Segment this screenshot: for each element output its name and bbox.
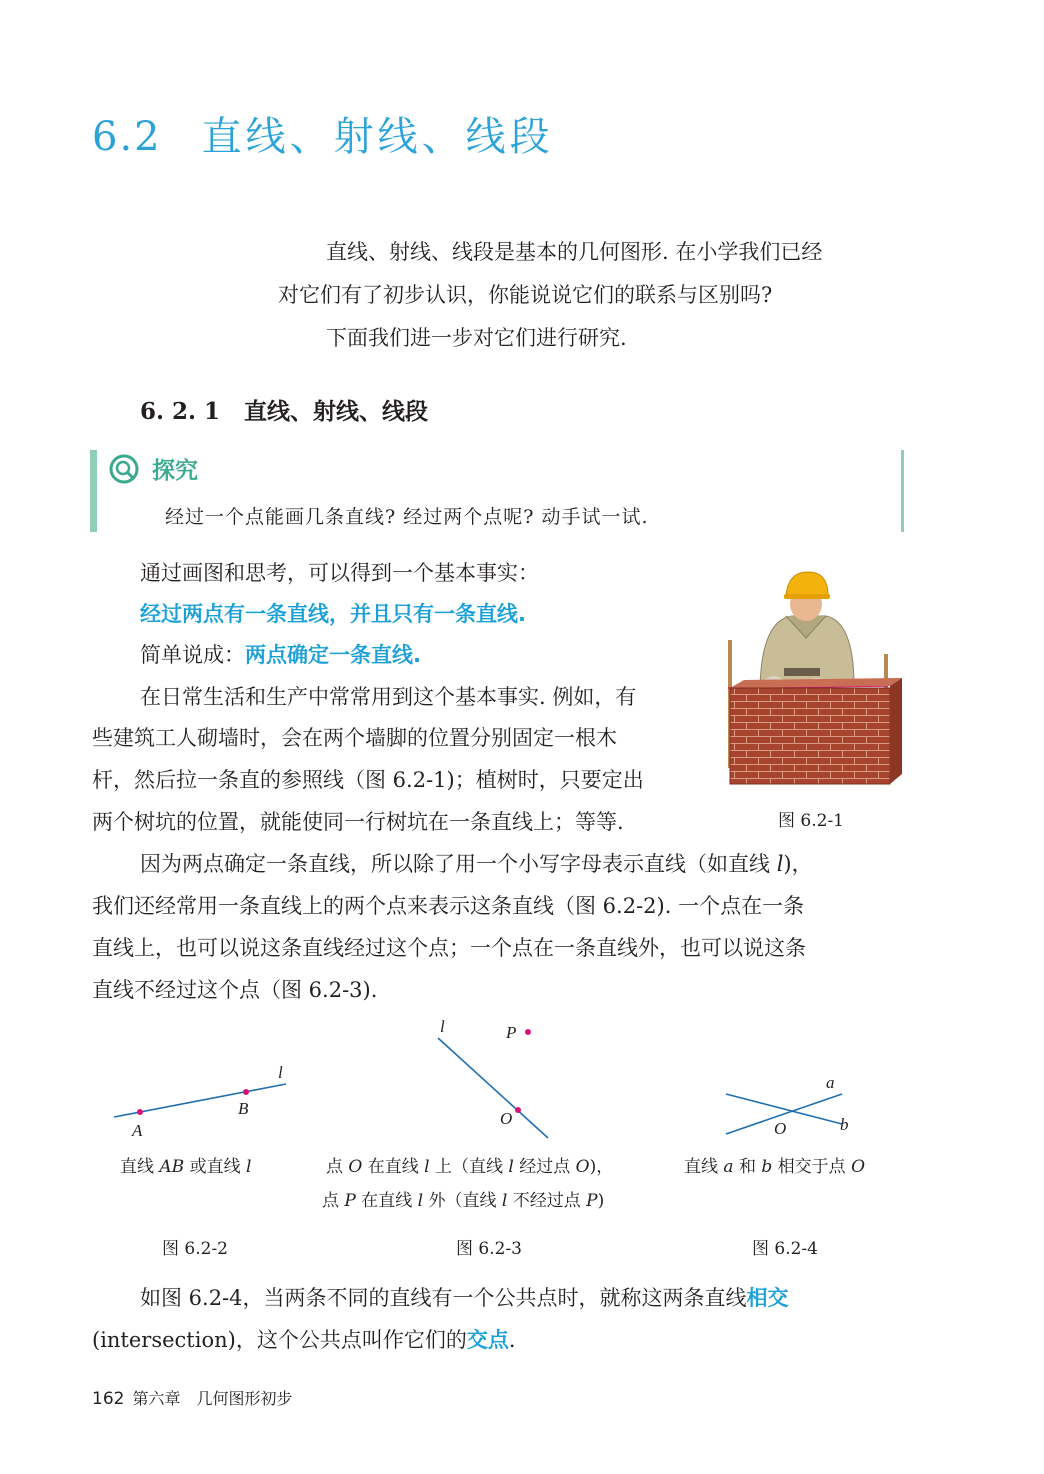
figure-6-2-2-diagram [110, 1060, 300, 1140]
paragraph3-line-1 [140, 848, 813, 878]
point-o-label: O [500, 1109, 513, 1128]
fact-lead: 通过画图和思考，可以得到一个基本事实： [140, 561, 539, 585]
figure-6-2-3-diagram [430, 1012, 570, 1144]
caption-text: 相交于点 [772, 1157, 852, 1177]
figure-6-2-2-caption [120, 1152, 251, 1177]
caption-var: P [344, 1191, 356, 1211]
paragraph2-line-4: 两个树坑的位置，就能使同一行树坑在一条直线上；等等. [92, 810, 624, 834]
paragraph4-line-2 [92, 1324, 516, 1354]
point-b-dot [243, 1089, 249, 1095]
caption-text: 在直线 [355, 1191, 418, 1211]
section-title [92, 105, 554, 162]
figure-6-2-4-caption [684, 1152, 865, 1177]
paragraph3-line-1-text: 因为两点确定一条直线，所以除了用一个小写字母表示直线（如直线 [140, 852, 777, 876]
figure-6-2-4-label: 图 6.2-4 [752, 1239, 818, 1259]
intro-line-2: 对它们有了初步认识，你能说说它们的联系与区别吗? [278, 283, 773, 307]
paragraph3-line-2: 我们还经常用一条直线上的两个点来表示这条直线（图 6.2-2). 一个点在一条 [92, 894, 805, 918]
paragraph4-line-2-text: (intersection)，这个公共点叫作它们的 [92, 1328, 467, 1352]
point-a-dot [137, 1109, 143, 1115]
caption-var: l [501, 1191, 508, 1211]
paragraph3-line-4: 直线不经过这个点（图 6.2-3). [92, 978, 378, 1002]
caption-text: 在直线 [362, 1157, 425, 1177]
caption-text: 点 [326, 1157, 349, 1177]
figure-6-2-3-label: 图 6.2-3 [456, 1239, 522, 1259]
caption-var: l [508, 1157, 514, 1177]
caption-var: O [851, 1157, 865, 1177]
caption-text: 直线 [120, 1157, 160, 1177]
paragraph2-line-3: 杆，然后拉一条直的参照线（图 6.2-1)；植树时，只要定出 [92, 768, 644, 792]
caption-text: 不经过点 [507, 1191, 587, 1211]
line-a-label: a [826, 1073, 835, 1092]
point-b-label: B [238, 1099, 249, 1118]
term-intersection-point: 交点 [466, 1328, 509, 1352]
figure-6-2-3-caption-2 [322, 1186, 604, 1211]
caption-var: b [761, 1157, 773, 1177]
point-p-dot [525, 1029, 531, 1035]
point-p-label: P [506, 1023, 517, 1042]
paragraph2-line-2: 些建筑工人砌墙时，会在两个墙脚的位置分别固定一根木 [92, 726, 617, 750]
section-number: 6.2 [92, 114, 162, 160]
caption-text: 和 [733, 1157, 762, 1177]
chapter-name: 第六章 几何图形初步 [132, 1389, 293, 1408]
simple-fact-prefix: 简单说成： [140, 643, 245, 667]
caption-var: l [246, 1157, 252, 1177]
figure-6-2-2-label: 图 6.2-2 [162, 1239, 228, 1259]
point-o-label: O [774, 1119, 787, 1138]
explore-text: 经过一个点能画几条直线? 经过两个点呢? 动手试一试. [165, 506, 649, 528]
figure-6-2-3-caption-1 [326, 1152, 613, 1177]
simple-fact-line [140, 639, 421, 669]
caption-text: 上（直线 [429, 1157, 509, 1177]
figure-6-2-4-diagram [716, 1068, 866, 1142]
caption-text: 直线 [684, 1157, 724, 1177]
caption-var: AB [159, 1157, 185, 1177]
caption-text: ) [597, 1191, 605, 1211]
page-footer [92, 1386, 292, 1409]
line-b-label: b [840, 1115, 849, 1134]
caption-text: 或直线 [184, 1157, 246, 1177]
term-intersect: 相交 [746, 1286, 789, 1310]
line-l [438, 1038, 548, 1138]
section-title-text: 直线、射线、线段 [201, 114, 554, 160]
basic-fact: 经过两点有一条直线，并且只有一条直线. [140, 602, 526, 626]
page-number: 162 [92, 1389, 125, 1409]
intro-line-3: 下面我们进一步对它们进行研究. [326, 326, 627, 350]
paragraph3-line-1-end: )， [783, 852, 813, 876]
line-l-label: l [440, 1017, 445, 1036]
caption-text: 点 [322, 1191, 345, 1211]
caption-text: 外（直线 [423, 1191, 502, 1211]
point-o-dot [515, 1107, 521, 1113]
explore-label: 探究 [152, 458, 198, 484]
subsection-number: 6. 2. 1 [140, 398, 221, 425]
caption-text: 经过点 [513, 1157, 576, 1177]
figure-6-2-1-label: 图 6.2-1 [778, 811, 844, 831]
line-l-label: l [278, 1063, 283, 1082]
line-variable-l: l [776, 852, 784, 876]
caption-var: a [723, 1157, 734, 1177]
caption-text: )， [589, 1157, 614, 1177]
paragraph4-line-2-end: . [508, 1328, 516, 1352]
subsection-title-text: 直线、射线、线段 [244, 399, 429, 425]
magnifier-icon [108, 453, 140, 485]
caption-var: l [424, 1157, 430, 1177]
intro-line-1: 直线、射线、线段是基本的几何图形. 在小学我们已经 [326, 240, 823, 264]
caption-var: l [417, 1191, 424, 1211]
paragraph4-line-1-text: 如图 6.2-4，当两条不同的直线有一个公共点时，就称这两条直线 [140, 1286, 747, 1310]
worker-wall-illustration [722, 568, 908, 790]
caption-var: O [575, 1157, 590, 1177]
paragraph2-line-1: 在日常生活和生产中常常用到这个基本事实. 例如，有 [140, 685, 637, 709]
caption-var: P [586, 1191, 598, 1211]
caption-var: O [348, 1157, 363, 1177]
subsection-title [140, 393, 428, 426]
paragraph4-line-1 [140, 1282, 789, 1312]
point-a-label: A [132, 1121, 143, 1140]
explore-box-left-bar [90, 450, 97, 532]
paragraph3-line-3: 直线上，也可以说这条直线经过这个点；一个点在一条直线外，也可以说这条 [92, 936, 806, 960]
explore-box-right-bar [901, 450, 904, 532]
simple-fact: 两点确定一条直线. [245, 643, 421, 667]
